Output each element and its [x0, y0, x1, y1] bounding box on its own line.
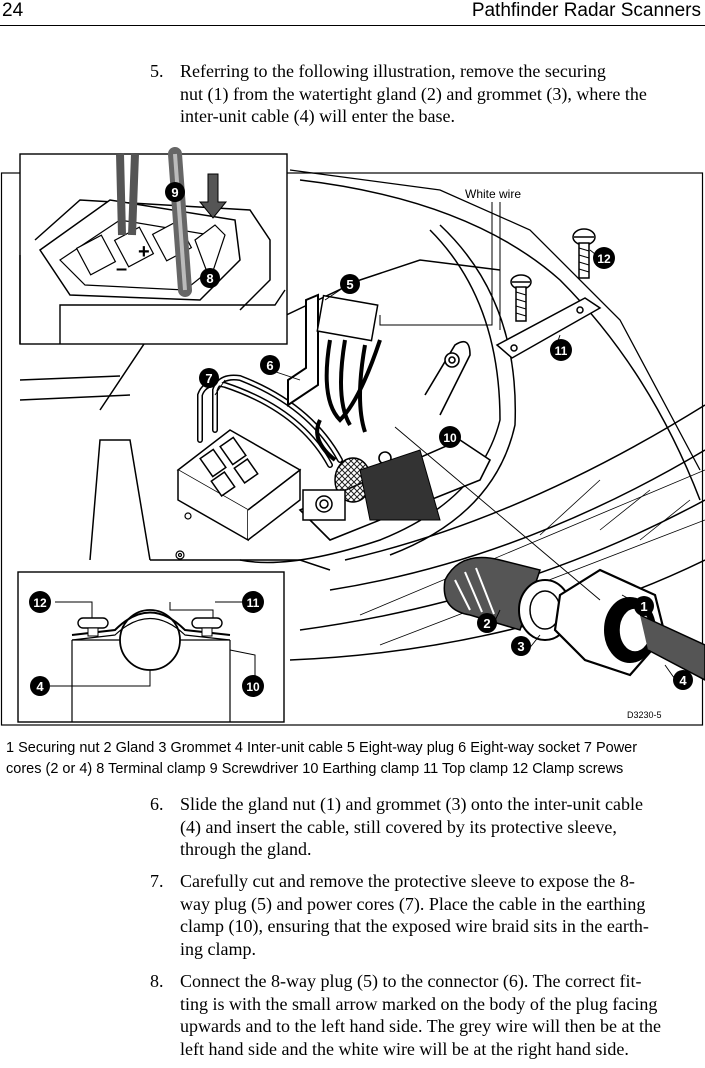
- step-text: [180, 870, 705, 960]
- figure-caption: [6, 738, 704, 780]
- step-text: [180, 60, 705, 128]
- svg-text:4: 4: [679, 673, 687, 688]
- step-line: (4) and insert the cable, still covered by its protective sleeve,: [180, 816, 617, 837]
- svg-text:12: 12: [33, 596, 47, 610]
- callout-10-inset: [242, 675, 264, 697]
- step-text: [180, 970, 705, 1060]
- callout-5: [340, 274, 360, 294]
- step-line: left hand side and the white wire will be at the right hand side.: [180, 1038, 629, 1059]
- step-line: clamp (10), ensuring that the exposed wire braid sits in the earth-: [180, 916, 649, 936]
- callout-10: [439, 426, 461, 448]
- callout-11-inset: [242, 591, 264, 613]
- callout-4-inset: [30, 676, 50, 696]
- caption-line: 1 Securing nut 2 Gland 3 Grommet 4 Inter-unit cable 5 Eight-way plug 6 Eight-way socket 7 Power: [6, 740, 638, 756]
- step-line: Slide the gland nut (1) and grommet (3) onto the inter-unit cable: [180, 794, 644, 814]
- terminal-plus-symbol: +: [138, 241, 150, 263]
- svg-text:3: 3: [517, 639, 525, 654]
- svg-text:10: 10: [443, 431, 457, 445]
- callout-7: [199, 368, 219, 388]
- step-5: [150, 60, 705, 130]
- terminal-minus-symbol: –: [116, 258, 128, 280]
- caption-line: cores (2 or 4) 8 Terminal clamp 9 Screwdriver 10 Earthing clamp 11 Top clamp 12 Clamp screws: [6, 761, 624, 777]
- cable-entry-diagram: [0, 140, 705, 730]
- svg-text:8: 8: [206, 271, 214, 286]
- step-number: 6.: [150, 794, 164, 814]
- step-line: ting is with the small arrow marked on the body of the plug facing: [180, 993, 658, 1014]
- step-number: 7.: [150, 871, 164, 891]
- callout-4: [673, 670, 693, 690]
- step-line: upwards and to the left hand side. The grey wire will then be at the: [180, 1016, 662, 1036]
- drawing-reference: D3230-5: [627, 710, 662, 720]
- svg-text:11: 11: [554, 344, 568, 358]
- running-title: Pathfinder Radar Scanners: [471, 0, 701, 21]
- callout-6: [260, 355, 280, 375]
- step-line: Connect the 8-way plug (5) to the connector (6). The correct fit-: [180, 971, 642, 991]
- callout-3: [511, 636, 531, 656]
- callout-11: [550, 339, 572, 361]
- svg-text:10: 10: [246, 680, 260, 694]
- mounting-lug: [303, 490, 345, 520]
- step-8: [150, 970, 705, 1062]
- installation-illustration: [0, 140, 705, 730]
- callout-9: [165, 182, 185, 202]
- svg-text:6: 6: [266, 358, 274, 373]
- svg-text:7: 7: [205, 371, 213, 386]
- step-line: nut (1) from the watertight gland (2) and grommet (3), where the: [180, 83, 647, 104]
- callout-8: [200, 268, 220, 288]
- callout-1: [634, 596, 654, 616]
- callout-2: [477, 613, 497, 633]
- step-number: 8.: [150, 971, 164, 991]
- page-number: 24: [2, 0, 24, 21]
- svg-text:11: 11: [246, 596, 260, 610]
- svg-text:12: 12: [597, 252, 611, 266]
- step-line: inter-unit cable (4) will enter the base.: [180, 106, 456, 126]
- svg-text:9: 9: [171, 185, 179, 200]
- step-text: [180, 793, 705, 861]
- svg-text:4: 4: [36, 679, 44, 694]
- step-line: Carefully cut and remove the protective sleeve to expose the 8-: [180, 871, 635, 891]
- inset-clamp-section: [18, 572, 284, 722]
- inset-screwdriver-detail: [20, 154, 287, 344]
- step-line: way plug (5) and power cores (7). Place the cable in the earthing: [180, 893, 646, 914]
- svg-text:2: 2: [483, 616, 491, 631]
- step-line: Referring to the following illustration, remove the securing: [180, 61, 606, 81]
- callout-12: [593, 247, 615, 269]
- svg-text:5: 5: [346, 277, 354, 292]
- step-6: [150, 793, 705, 863]
- step-line: through the gland.: [180, 839, 312, 859]
- header-rule: [0, 25, 705, 26]
- svg-text:1: 1: [640, 599, 648, 614]
- step-7: [150, 870, 705, 962]
- white-wire-label: White wire: [465, 187, 522, 201]
- callout-12-inset: [29, 591, 51, 613]
- step-line: ing clamp.: [180, 938, 256, 959]
- step-number: 5.: [150, 61, 164, 81]
